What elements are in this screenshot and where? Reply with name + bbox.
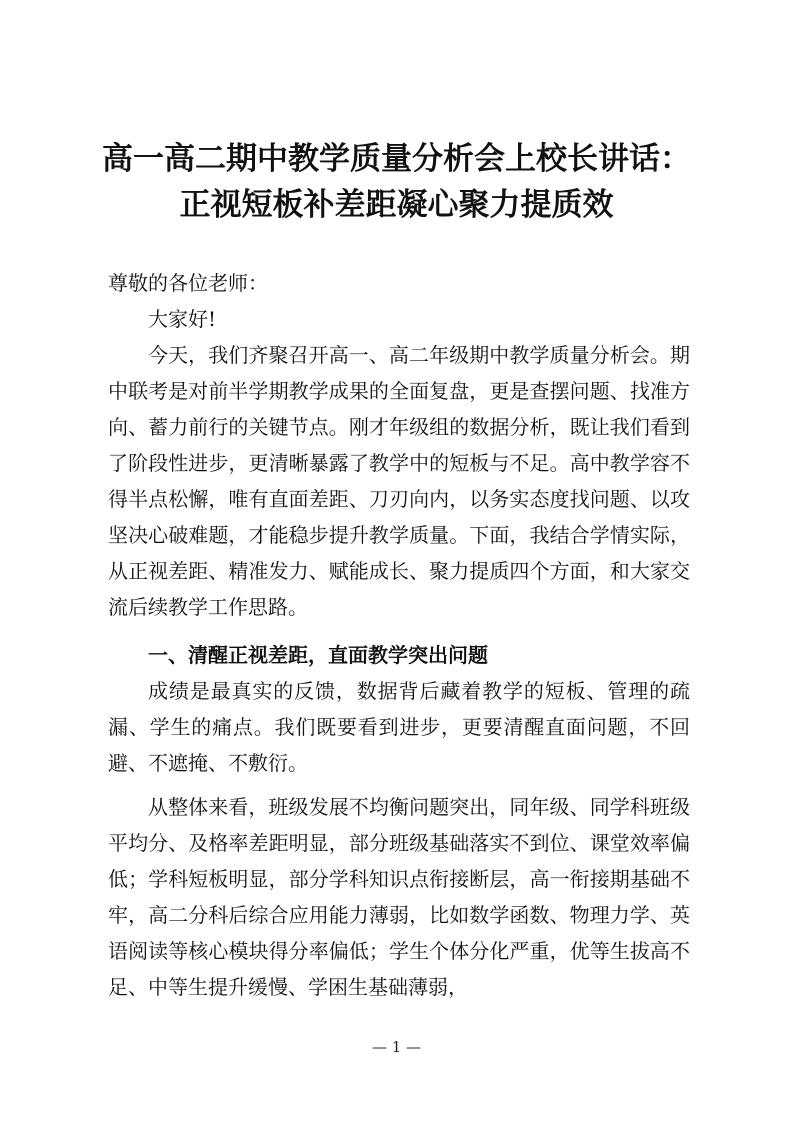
greeting: 大家好! bbox=[148, 307, 217, 331]
document-title-line-1: 高一高二期中教学质量分析会上校长讲话： bbox=[102, 141, 691, 177]
page-number: — 1 — bbox=[371, 1038, 422, 1056]
paragraph: 从整体来看，班级发展不均衡问题突出，同年级、同学科班级平均分、及格率差距明显，部分班级基础落实不到位、课堂效率偏低；学科短板明显，部分学科知识点衔接断层，高一衔接期基础不牢，高二分科后综合应用能力薄弱，比如数学函数、物理力学、英语阅读等核心模块得分率偏低；学生个体分化严重，优等生拔高不足、中等生提升缓慢、学困生基础薄弱， bbox=[108, 795, 690, 999]
paragraph-intro: 今天，我们齐聚召开高一、高二年级期中教学质量分析会。期中联考是对前半学期教学成果的全面复盘，更是查摆问题、找准方向、蓄力前行的关键节点。刚才年级组的数据分析，既让我们看到了阶段性进步，更清晰暴露了教学中的短板与不足。高中教学容不得半点松懈，唯有直面差距、刀刃向内，以务实态度找问题、以攻坚决心破难题，才能稳步提升教学质量。下面，我结合学情实际，从正视差距、精准发力、赋能成长、聚力提质四个方面，和大家交流后续教学工作思路。 bbox=[108, 343, 690, 619]
document-title-line-2: 正视短板补差距凝心聚力提质效 bbox=[179, 187, 614, 223]
section-heading: 一、清醒正视差距，直面教学突出问题 bbox=[148, 643, 488, 667]
paragraph: 成绩是最真实的反馈，数据背后藏着教学的短板、管理的疏漏、学生的痛点。我们既要看到进步，更要清醒直面问题，不回避、不遮掩、不敷衍。 bbox=[108, 679, 690, 775]
salutation: 尊敬的各位老师： bbox=[108, 271, 268, 295]
